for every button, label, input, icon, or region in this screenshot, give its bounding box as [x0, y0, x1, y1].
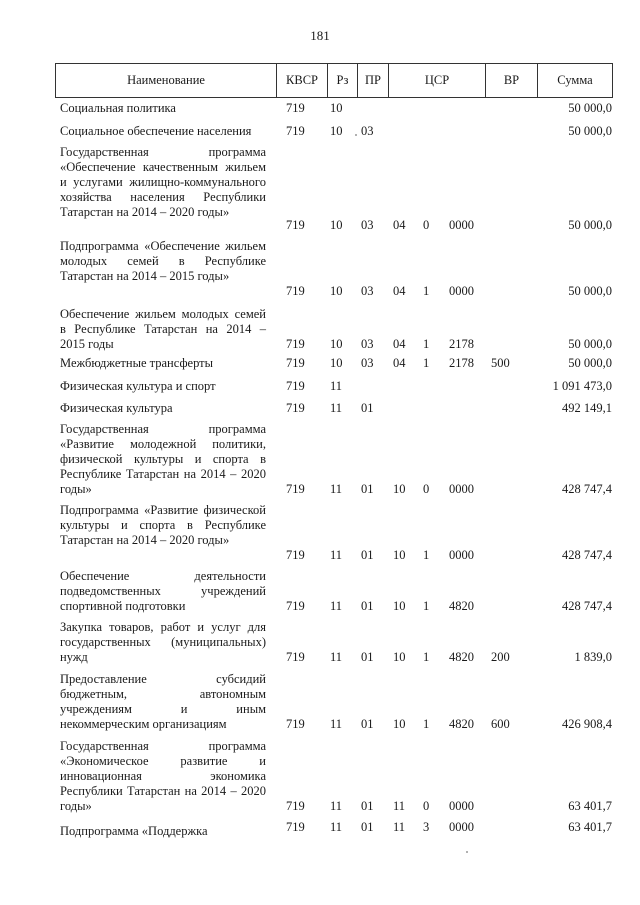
row-csr-subprogram: 0: [423, 482, 430, 496]
table-row: [0, 101, 640, 117]
row-sum: 63 401,7: [568, 799, 612, 813]
table-row: [0, 307, 640, 353]
row-pr: 01: [361, 482, 374, 496]
table-row: [0, 503, 640, 563]
row-csr-code: 0000: [449, 548, 474, 562]
row-pr: 01: [361, 401, 374, 415]
row-kvsr: 719: [286, 379, 305, 393]
row-vr: 200: [491, 650, 510, 664]
row-rz: 11: [330, 650, 343, 664]
table-header: [55, 63, 613, 98]
row-rz: 11: [330, 548, 343, 562]
row-kvsr: 719: [286, 124, 305, 138]
row-name: Подпрограмма «Развитие физической культуры и спорта в Республике Татарстан на 2014 – 2020 годы»: [60, 503, 266, 547]
row-name: Подпрограмма «Поддержка: [60, 824, 208, 838]
row-sum: 50 000,0: [568, 101, 612, 115]
row-pr: 03: [361, 337, 374, 351]
row-kvsr: 719: [286, 548, 305, 562]
row-kvsr: 719: [286, 599, 305, 613]
row-name: Обеспечение жильем молодых семей в Республике Татарстан на 2014 – 2015 годы: [60, 307, 266, 351]
row-rz: 10: [330, 124, 343, 138]
row-sum: 50 000,0: [568, 284, 612, 298]
row-rz: 10: [330, 284, 343, 298]
header-kvsr: КВСР: [277, 64, 328, 97]
row-kvsr: 719: [286, 799, 305, 813]
row-name: Обеспечение деятельности подведомственных учреждений спортивной подготовки: [60, 569, 266, 613]
row-csr-program: 04: [393, 337, 406, 351]
row-rz: 11: [330, 799, 343, 813]
row-pr: 01: [361, 717, 374, 731]
row-csr-subprogram: 1: [423, 717, 430, 731]
row-rz: 10: [330, 337, 343, 351]
row-name: Межбюджетные трансферты: [60, 356, 214, 370]
row-csr-code: 0000: [449, 284, 474, 298]
row-pr: 01: [361, 650, 374, 664]
row-name: Физическая культура и спорт: [60, 379, 216, 393]
row-kvsr: 719: [286, 356, 305, 370]
row-kvsr: 719: [286, 218, 305, 232]
row-sum: 50 000,0: [568, 124, 612, 138]
row-csr-program: 11: [393, 820, 406, 834]
row-kvsr: 719: [286, 101, 305, 115]
row-sum: 1 839,0: [574, 650, 612, 664]
row-csr-program: 10: [393, 599, 406, 613]
row-rz: 11: [330, 401, 343, 415]
row-csr-program: 04: [393, 356, 406, 370]
row-kvsr: 719: [286, 401, 305, 415]
row-csr-code: 0000: [449, 799, 474, 813]
row-pr: 03: [361, 218, 374, 232]
header-rz: Рз: [328, 64, 358, 97]
row-sum: 426 908,4: [562, 717, 612, 731]
table-row: [0, 239, 640, 299]
row-csr-subprogram: 1: [423, 284, 430, 298]
row-vr: 600: [491, 717, 510, 731]
row-sum: 492 149,1: [562, 401, 612, 415]
row-name: Предоставление субсидий бюджетным, автономным учреждениям и иным некоммерческим организациям: [60, 672, 266, 731]
row-csr-code: 0000: [449, 820, 474, 834]
row-csr-code: 2178: [449, 337, 474, 351]
row-kvsr: 719: [286, 717, 305, 731]
row-pr: 01: [361, 548, 374, 562]
row-csr-code: 0000: [449, 218, 474, 232]
row-sum: 428 747,4: [562, 548, 612, 562]
row-rz: 11: [330, 820, 343, 834]
scan-speck: [355, 134, 357, 136]
row-csr-code: 4820: [449, 599, 474, 613]
row-csr-code: 2178: [449, 356, 474, 370]
table-row: [0, 145, 640, 235]
header-sum: Сумма: [557, 73, 593, 87]
row-csr-code: 4820: [449, 717, 474, 731]
row-sum: 50 000,0: [568, 337, 612, 351]
row-pr: 01: [361, 599, 374, 613]
row-csr-program: 04: [393, 218, 406, 232]
table-row: [0, 739, 640, 815]
row-kvsr: 719: [286, 337, 305, 351]
row-csr-program: 11: [393, 799, 406, 813]
row-csr-subprogram: 0: [423, 799, 430, 813]
row-rz: 10: [330, 218, 343, 232]
row-name: Социальное обеспечение населения: [60, 124, 252, 138]
row-name: Государственная программа «Экономическое развитие и инновационная экономика Республики Татарстан на 2014 – 2020 годы»: [60, 739, 266, 813]
row-csr-program: 04: [393, 284, 406, 298]
table-row: [0, 569, 640, 615]
row-kvsr: 719: [286, 820, 305, 834]
row-sum: 428 747,4: [562, 599, 612, 613]
row-name: Государственная программа «Развитие молодежной политики, физической культуры и спорта в Республике Татарстан на 2014 – 2020 годы»: [60, 422, 266, 496]
row-csr-subprogram: 1: [423, 356, 430, 370]
row-pr: 01: [361, 820, 374, 834]
row-sum: 63 401,7: [568, 820, 612, 834]
row-pr: 01: [361, 799, 374, 813]
header-csr: ЦСР: [389, 64, 486, 97]
row-rz: 11: [330, 717, 343, 731]
row-csr-code: 0000: [449, 482, 474, 496]
row-name: Физическая культура: [60, 401, 173, 415]
header-name: Наименование: [56, 64, 277, 97]
row-name: Подпрограмма «Обеспечение жильем молодых семей в Республике Татарстан на 2014 – 2015 годы»: [60, 239, 266, 283]
row-csr-subprogram: 1: [423, 548, 430, 562]
row-rz: 10: [330, 356, 343, 370]
table-row: [0, 124, 640, 140]
row-csr-program: 10: [393, 548, 406, 562]
row-pr: 03: [361, 284, 374, 298]
row-pr: 03: [361, 124, 374, 138]
header-pr: ПР: [358, 64, 389, 97]
table-row: [0, 356, 640, 372]
row-csr-code: 4820: [449, 650, 474, 664]
row-csr-program: 10: [393, 717, 406, 731]
table-row: [0, 620, 640, 666]
table-row: [0, 820, 640, 836]
scan-speck: [466, 851, 468, 853]
row-rz: 10: [330, 101, 343, 115]
row-kvsr: 719: [286, 650, 305, 664]
header-vr: ВР: [486, 64, 538, 97]
table-row: [0, 422, 640, 498]
page-number: 181: [310, 28, 330, 43]
row-sum: 50 000,0: [568, 218, 612, 232]
table-row: [0, 672, 640, 732]
row-rz: 11: [330, 599, 343, 613]
row-name: Социальная политика: [60, 101, 176, 115]
row-csr-subprogram: 1: [423, 650, 430, 664]
table-row: [0, 401, 640, 417]
row-pr: 03: [361, 356, 374, 370]
row-csr-subprogram: 0: [423, 218, 430, 232]
row-name: Закупка товаров, работ и услуг для государственных (муниципальных) нужд: [60, 620, 266, 664]
row-rz: 11: [330, 482, 343, 496]
row-csr-subprogram: 1: [423, 337, 430, 351]
row-rz: 11: [330, 379, 343, 393]
row-csr-subprogram: 3: [423, 820, 430, 834]
row-sum: 1 091 473,0: [552, 379, 612, 393]
row-sum: 50 000,0: [568, 356, 612, 370]
table-row: [0, 379, 640, 395]
row-vr: 500: [491, 356, 510, 370]
row-kvsr: 719: [286, 482, 305, 496]
row-csr-program: 10: [393, 650, 406, 664]
row-csr-program: 10: [393, 482, 406, 496]
row-sum: 428 747,4: [562, 482, 612, 496]
row-csr-subprogram: 1: [423, 599, 430, 613]
row-name: Государственная программа «Обеспечение качественным жильем и услугами жилищно-коммунального хозяйства населения Республики Татарстан на 2014 – 2020 годы»: [60, 145, 266, 219]
row-kvsr: 719: [286, 284, 305, 298]
